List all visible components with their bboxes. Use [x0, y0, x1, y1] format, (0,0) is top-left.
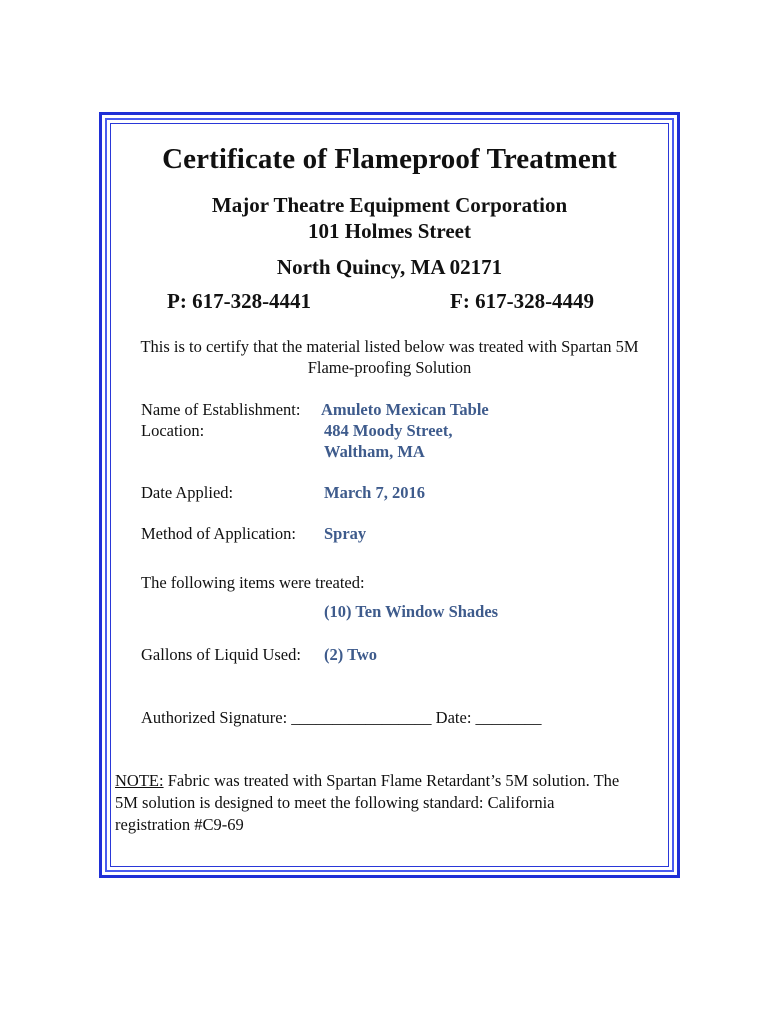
- date-applied-label: Date Applied:: [141, 483, 234, 502]
- location-line-1: 484 Moody Street,: [324, 421, 453, 440]
- note-line-3: registration #C9-69: [115, 815, 244, 834]
- establishment-value: Amuleto Mexican Table: [321, 400, 489, 419]
- company-name: Major Theatre Equipment Corporation: [211, 193, 568, 217]
- gallons-label: Gallons of Liquid Used:: [141, 645, 301, 664]
- certificate-title: Certificate of Flameproof Treatment: [162, 143, 617, 175]
- intro-line-1: This is to certify that the material listed below was treated with Spartan 5M: [140, 337, 639, 356]
- date-applied-value: March 7, 2016: [324, 483, 425, 502]
- location-label: Location:: [141, 421, 205, 440]
- gallons-value: (2) Two: [324, 645, 378, 664]
- certificate-border: [99, 112, 680, 878]
- company-street: 101 Holmes Street: [308, 219, 471, 243]
- intro-line-2: Flame-proofing Solution: [307, 358, 472, 377]
- phone-number: P: 617-328-4441: [167, 289, 312, 313]
- certificate-content: [102, 115, 677, 875]
- note-text-1: Fabric was treated with Spartan Flame Retardant’s 5M solution. The: [163, 771, 620, 790]
- method-value: Spray: [324, 524, 367, 543]
- note-line-2: 5M solution is designed to meet the following standard: California: [115, 793, 555, 812]
- location-line-2: Waltham, MA: [324, 442, 425, 461]
- note-label: NOTE:: [115, 771, 164, 790]
- note-line-1: [115, 771, 619, 791]
- fax-number: F: 617-328-4449: [450, 289, 595, 313]
- establishment-label: Name of Establishment:: [141, 400, 301, 419]
- items-value: (10) Ten Window Shades: [324, 602, 499, 621]
- signature-line: Authorized Signature: _________________ Date: ________: [141, 708, 542, 727]
- method-label: Method of Application:: [141, 524, 296, 543]
- company-city: North Quincy, MA 02171: [276, 255, 503, 279]
- items-label: The following items were treated:: [141, 573, 365, 592]
